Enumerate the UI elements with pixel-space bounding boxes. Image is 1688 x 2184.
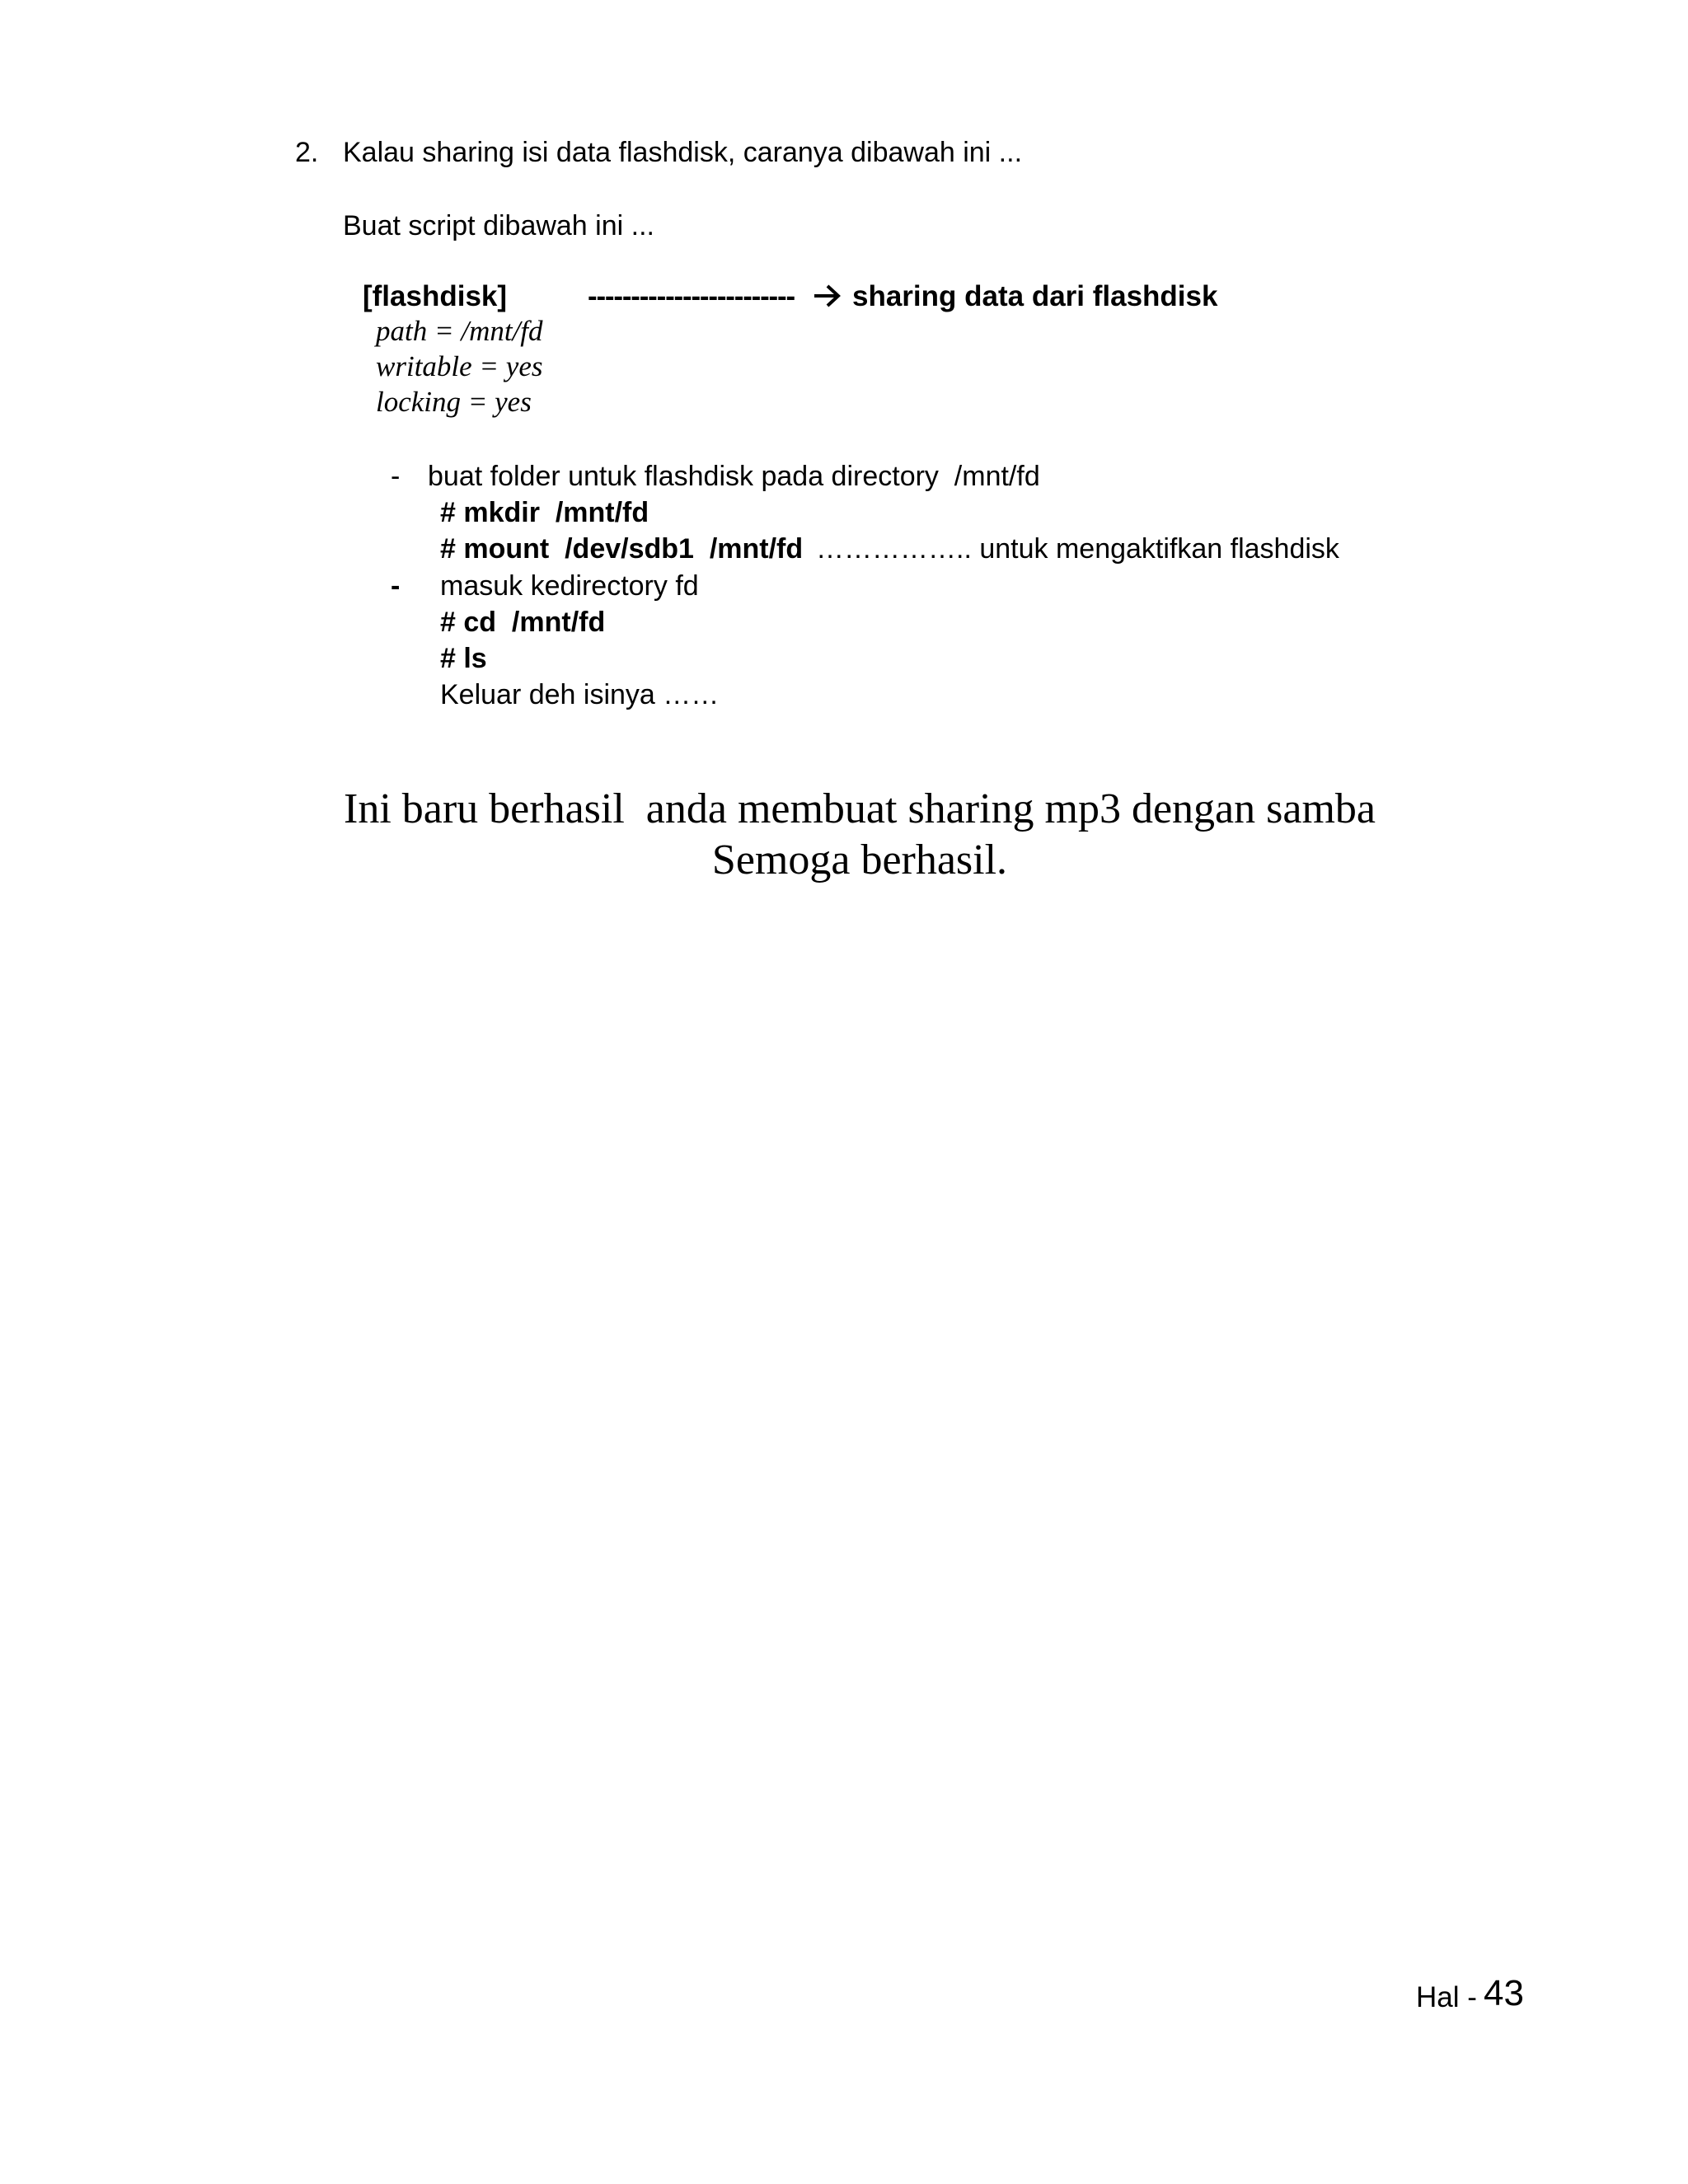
page-number-prefix: Hal - [1416, 1981, 1485, 2013]
step-1-text: buat folder untuk flashdisk pada directory /mnt/fd [428, 461, 1040, 492]
cmd-ls: # ls [440, 643, 487, 674]
script-section-label: [flashdisk] [363, 280, 508, 312]
cmd-mkdir: # mkdir /mnt/fd [440, 497, 649, 528]
script-line-path: path = /mnt/fd [376, 315, 543, 347]
script-line-writable: writable = yes [376, 350, 543, 382]
arrow-right-icon [813, 281, 842, 311]
page-number: 43 [1484, 1973, 1524, 2013]
closing-line-1: Ini baru berhasil anda membuat sharing mp3 dengan samba [344, 785, 1376, 832]
closing-line-2: Semoga berhasil. [711, 837, 1008, 883]
step-1-bullet: - [391, 461, 401, 492]
script-arrow-note: sharing data dari flashdisk [852, 280, 1218, 312]
step-2-text: masuk kedirectory fd [440, 570, 699, 602]
intro-text: Buat script dibawah ini ... [343, 210, 654, 241]
cmd-mount: # mount /dev/sdb1 /mnt/fd [440, 533, 804, 565]
mount-note: …………….. untuk mengaktifkan flashdisk [816, 533, 1339, 565]
script-arrow-dashes: ------------------------ [588, 280, 795, 312]
list-item-number: 2. [295, 137, 319, 168]
script-line-locking: locking = yes [376, 386, 532, 418]
list-item-text: Kalau sharing isi data flashdisk, caranya dibawah ini ... [343, 137, 1023, 168]
result-text: Keluar deh isinya …… [440, 679, 720, 710]
cmd-cd: # cd /mnt/fd [440, 607, 606, 638]
step-2-bullet: - [391, 570, 401, 602]
